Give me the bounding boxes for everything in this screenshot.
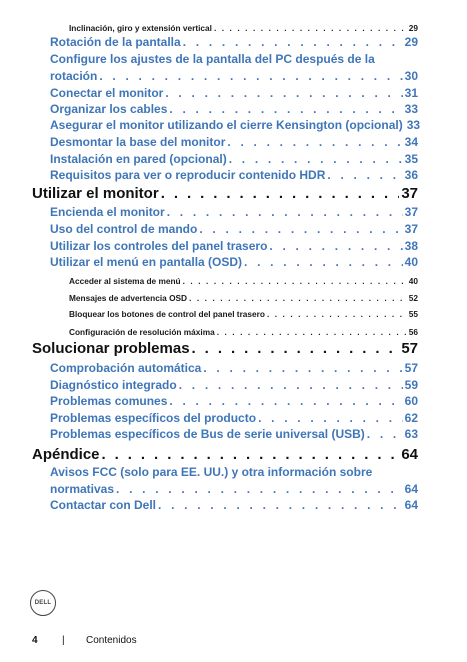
toc-entry-level-1[interactable] [32,340,418,357]
toc-entry-title: Problemas específicos de Bus de serie universal (USB) [50,427,365,441]
toc-entry-title: Solucionar problemas [32,340,190,357]
toc-entry-title: Bloquear los botones de control del panel trasero [69,309,265,319]
toc-entry-level-3[interactable] [69,23,418,33]
toc-dot-leader [229,152,403,166]
toc-page-number: 40 [408,276,418,286]
toc-page-number: 64 [404,498,418,512]
toc-entry-title: Organizar los cables [50,102,168,116]
toc-entry-level-2[interactable] [50,168,418,182]
toc-dot-leader [183,276,407,286]
toc-page-number: 37 [404,222,418,236]
toc-entry-level-2[interactable] [50,255,418,269]
toc-entry-title: Problemas específicos del producto [50,411,257,425]
toc-entry-level-1[interactable] [32,185,418,202]
toc-page-number: 33 [404,102,418,116]
toc-page-number: 30 [404,69,418,83]
toc-dot-leader [161,185,400,202]
toc-dot-leader [165,86,402,100]
toc-entry-title: Desmontar la base del monitor [50,135,226,149]
toc-entry-level-3[interactable] [69,276,418,286]
toc-entry-title: Utilizar el menú en pantalla (OSD) [50,255,243,269]
toc-dot-leader [203,361,402,375]
toc-entry-level-2[interactable] [50,152,418,166]
toc-entry-title: Configure los ajustes de la pantalla del PC después de la [50,52,375,66]
toc-dot-leader [214,23,407,33]
toc-page-number: 52 [408,293,418,303]
toc-dot-leader [169,394,402,408]
toc-dot-leader [192,340,400,357]
toc-entry-title: Requisitos para ver o reproducir contenido HDR [50,168,326,182]
toc-entry-level-2[interactable] [50,135,418,149]
toc-entry-title: Utilizar los controles del panel trasero [50,239,268,253]
toc-page-number: 31 [404,86,418,100]
toc-entry-level-2[interactable] [50,69,418,83]
toc-dot-leader [327,168,402,182]
toc-entry-title: Conectar el monitor [50,86,164,100]
toc-dot-leader [158,498,403,512]
toc-page-number: 57 [404,361,418,375]
toc-entry-title: Comprobación automática [50,361,202,375]
toc-dot-leader [217,327,407,337]
toc-page-number: 38 [404,239,418,253]
toc-entry-level-2[interactable] [50,427,418,441]
toc-dot-leader [227,135,402,149]
toc-entry-title: Uso del control de mando [50,222,198,236]
footer-section-title: Contenidos [86,635,137,646]
toc-dot-leader [102,446,400,463]
toc-entry-title: Utilizar el monitor [32,185,159,202]
toc-page-number: 64 [404,482,418,496]
toc-dot-leader [244,255,403,269]
toc-entry-title: Encienda el monitor [50,205,165,219]
toc-entry-level-2[interactable] [50,86,418,100]
toc-page-number: 29 [404,35,418,49]
toc-entry-level-2[interactable] [50,102,418,116]
toc-entry-title: Rotación de la pantalla [50,35,181,49]
toc-entry-title: Avisos FCC (solo para EE. UU.) y otra información sobre [50,465,373,479]
toc-page-number: 35 [404,152,418,166]
toc-entry-title: Problemas comunes [50,394,168,408]
toc-page-number: 37 [401,185,418,202]
toc-entry-level-2[interactable] [50,394,418,408]
toc-entry-level-1[interactable] [32,446,418,463]
toc-dot-leader [167,205,403,219]
toc-page-number: 29 [408,23,418,33]
toc-entry-level-2[interactable] [50,239,418,253]
toc-entry-title: Configuración de resolución máxima [69,327,215,337]
toc-entry-title: Asegurar el monitor utilizando el cierre Kensington (opcional) [50,118,403,132]
toc-dot-leader [199,222,402,236]
toc-dot-leader [116,482,403,496]
toc-page-number: 40 [404,255,418,269]
toc-page-number: 60 [404,394,418,408]
toc-entry-level-2[interactable] [50,118,421,132]
toc-dot-leader [99,69,402,83]
toc-entry-title: Inclinación, giro y extensión vertical [69,23,212,33]
toc-entry-level-2[interactable] [50,52,418,66]
toc-page-number: 37 [404,205,418,219]
toc-entry-level-2[interactable] [50,465,418,479]
toc-entry-level-3[interactable] [69,309,418,319]
toc-entry-level-2[interactable] [50,35,418,49]
toc-entry-level-2[interactable] [50,205,418,219]
toc-page-number: 57 [401,340,418,357]
toc-entry-level-2[interactable] [50,482,418,496]
toc-page-number: 56 [408,327,418,337]
dell-logo: DELL [30,590,56,616]
toc-entry-title: Diagnóstico integrado [50,378,177,392]
toc-entry-title: Apéndice [32,446,100,463]
toc-page-number: 34 [404,135,418,149]
toc-entry-title: Mensajes de advertencia OSD [69,293,188,303]
toc-dot-leader [269,239,402,253]
toc-page-number: 55 [408,309,418,319]
page-number: 4 [32,635,38,646]
toc-page-number: 64 [401,446,418,463]
toc-dot-leader [169,102,402,116]
toc-page-number: 63 [404,427,418,441]
toc-page-number: 62 [404,411,418,425]
toc-entry-level-2[interactable] [50,411,418,425]
toc-entry-title: Contactar con Dell [50,498,157,512]
toc-entry-level-2[interactable] [50,222,418,236]
toc-entry-title: Instalación en pared (opcional) [50,152,227,166]
toc-dot-leader [179,378,403,392]
toc-entry-title: Acceder al sistema de menú [69,276,181,286]
toc-entry-title: normativas [50,482,115,496]
toc-entry-level-3[interactable] [69,293,418,303]
toc-page-number: 33 [406,118,421,132]
toc-dot-leader [367,427,403,441]
toc-dot-leader [183,35,403,49]
toc-entry-title: rotación [50,69,98,83]
toc-entry-level-2[interactable] [50,361,418,375]
toc-entry-level-2[interactable] [50,378,418,392]
toc-page-number: 36 [404,168,418,182]
toc-entry-level-2[interactable] [50,498,418,512]
toc-entry-level-3[interactable] [69,327,418,337]
footer-separator: | [62,635,65,646]
toc-page-number: 59 [404,378,418,392]
toc-dot-leader [267,309,407,319]
toc-dot-leader [258,411,403,425]
toc-dot-leader [189,293,407,303]
